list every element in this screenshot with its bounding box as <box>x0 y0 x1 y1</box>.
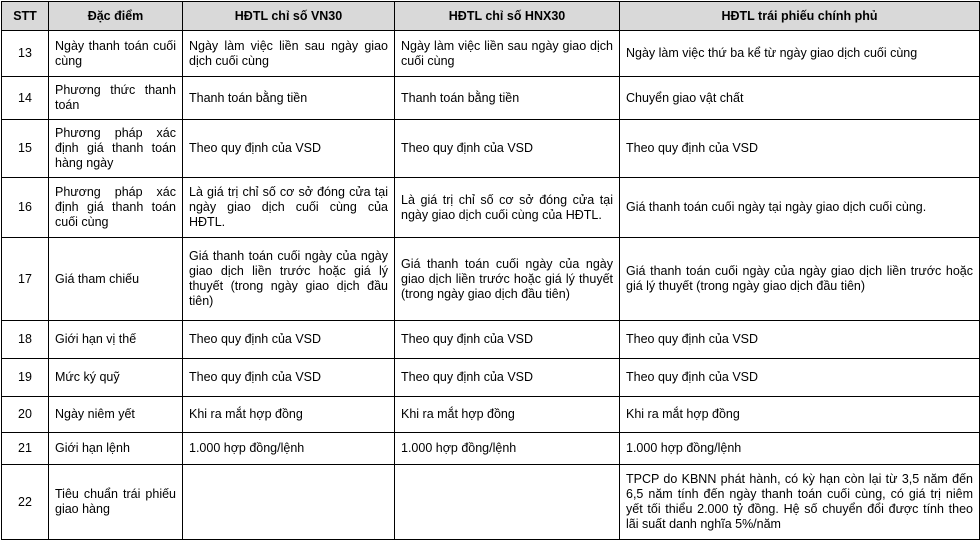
table-row <box>2 77 980 120</box>
row-vn30: Theo quy định của VSD <box>183 321 395 359</box>
header-row <box>2 2 980 31</box>
row-vn30: Khi ra mắt hợp đồng <box>183 397 395 433</box>
row-stt: 18 <box>2 321 49 359</box>
row-vn30: Giá thanh toán cuối ngày của ngày giao dịch liền trước hoặc giá lý thuyết (trong ngày giao dịch đầu tiên) <box>183 238 395 321</box>
row-hnx30: Khi ra mắt hợp đồng <box>395 397 620 433</box>
row-feature: Ngày thanh toán cuối cùng <box>49 31 183 77</box>
row-vn30: Theo quy định của VSD <box>183 359 395 397</box>
row-hnx30: Ngày làm việc liền sau ngày giao dịch cuối cùng <box>395 31 620 77</box>
row-bond: TPCP do KBNN phát hành, có kỳ hạn còn lại từ 3,5 năm đến 6,5 năm tính đến ngày thanh toán cuối cùng, có giá trị niêm yết tối thiểu 2.000 tỷ đồng. Hệ số chuyển đổi được tính theo lãi suất danh nghĩa 5%/năm <box>620 465 980 540</box>
table-row <box>2 465 980 540</box>
row-bond: 1.000 hợp đồng/lệnh <box>620 433 980 465</box>
row-feature: Giới hạn vị thế <box>49 321 183 359</box>
row-feature: Giới hạn lệnh <box>49 433 183 465</box>
row-hnx30: Là giá trị chỉ số cơ sở đóng cửa tại ngày giao dịch cuối cùng của HĐTL. <box>395 178 620 238</box>
row-stt: 21 <box>2 433 49 465</box>
row-stt: 16 <box>2 178 49 238</box>
row-hnx30: Theo quy định của VSD <box>395 120 620 178</box>
header-hnx30: HĐTL chỉ số HNX30 <box>395 2 620 31</box>
table-row <box>2 238 980 321</box>
row-bond: Khi ra mắt hợp đồng <box>620 397 980 433</box>
row-hnx30: Thanh toán bằng tiền <box>395 77 620 120</box>
row-hnx30: Theo quy định của VSD <box>395 359 620 397</box>
row-feature: Tiêu chuẩn trái phiếu giao hàng <box>49 465 183 540</box>
row-hnx30: 1.000 hợp đồng/lệnh <box>395 433 620 465</box>
header-vn30: HĐTL chỉ số VN30 <box>183 2 395 31</box>
row-feature: Ngày niêm yết <box>49 397 183 433</box>
row-feature: Phương pháp xác định giá thanh toán cuối cùng <box>49 178 183 238</box>
table-row <box>2 397 980 433</box>
row-bond: Ngày làm việc thứ ba kể từ ngày giao dịch cuối cùng <box>620 31 980 77</box>
row-vn30: Theo quy định của VSD <box>183 120 395 178</box>
row-stt: 15 <box>2 120 49 178</box>
row-feature: Giá tham chiếu <box>49 238 183 321</box>
table-row <box>2 321 980 359</box>
row-vn30: Ngày làm việc liền sau ngày giao dịch cuối cùng <box>183 31 395 77</box>
row-stt: 17 <box>2 238 49 321</box>
row-stt: 22 <box>2 465 49 540</box>
row-bond: Giá thanh toán cuối ngày tại ngày giao dịch cuối cùng. <box>620 178 980 238</box>
row-hnx30 <box>395 465 620 540</box>
table-row <box>2 31 980 77</box>
row-stt: 19 <box>2 359 49 397</box>
row-feature: Phương thức thanh toán <box>49 77 183 120</box>
futures-spec-table <box>1 1 980 540</box>
header-bond: HĐTL trái phiếu chính phủ <box>620 2 980 31</box>
row-stt: 20 <box>2 397 49 433</box>
row-bond: Theo quy định của VSD <box>620 120 980 178</box>
row-stt: 14 <box>2 77 49 120</box>
row-bond: Theo quy định của VSD <box>620 359 980 397</box>
row-vn30 <box>183 465 395 540</box>
header-stt: STT <box>2 2 49 31</box>
row-stt: 13 <box>2 31 49 77</box>
row-vn30: Thanh toán bằng tiền <box>183 77 395 120</box>
table-row <box>2 433 980 465</box>
row-bond: Theo quy định của VSD <box>620 321 980 359</box>
row-vn30: Là giá trị chỉ số cơ sở đóng cửa tại ngày giao dịch cuối cùng của HĐTL. <box>183 178 395 238</box>
table-row <box>2 178 980 238</box>
table-row <box>2 120 980 178</box>
row-hnx30: Giá thanh toán cuối ngày của ngày giao dịch liền trước hoặc giá lý thuyết (trong ngày giao dịch đầu tiên) <box>395 238 620 321</box>
row-bond: Giá thanh toán cuối ngày của ngày giao dịch liền trước hoặc giá lý thuyết (trong ngày giao dịch đầu tiên) <box>620 238 980 321</box>
row-hnx30: Theo quy định của VSD <box>395 321 620 359</box>
header-feature: Đặc điểm <box>49 2 183 31</box>
row-bond: Chuyển giao vật chất <box>620 77 980 120</box>
row-feature: Phương pháp xác định giá thanh toán hàng ngày <box>49 120 183 178</box>
row-vn30: 1.000 hợp đồng/lệnh <box>183 433 395 465</box>
table-row <box>2 359 980 397</box>
row-feature: Mức ký quỹ <box>49 359 183 397</box>
